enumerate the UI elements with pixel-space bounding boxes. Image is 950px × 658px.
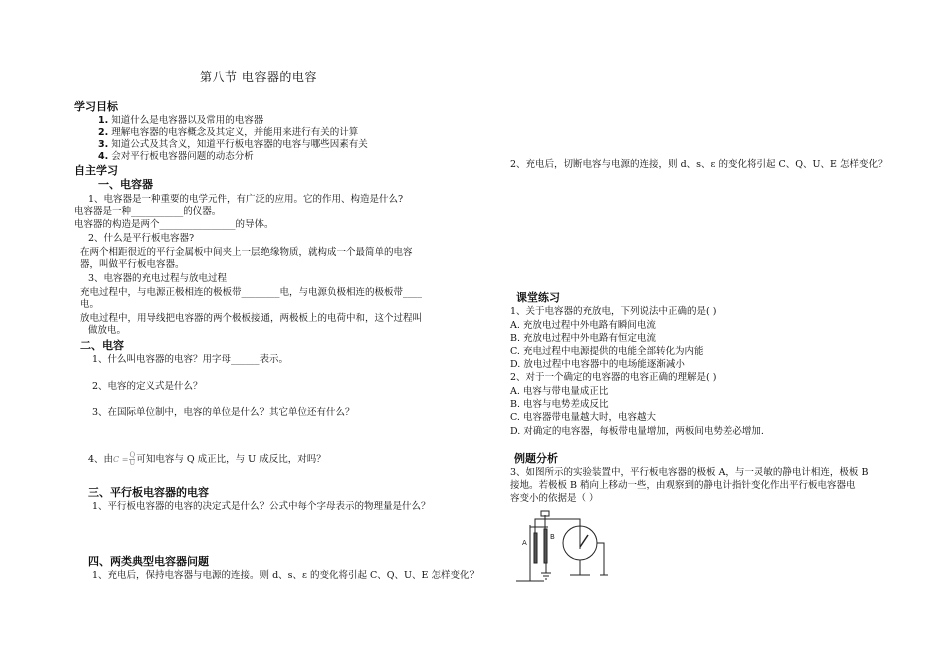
option-line: A. 充放电过程中外电路有瞬间电流: [510, 320, 656, 331]
connecting-wire: [535, 519, 580, 533]
text-line: 3、电容器的充电过程与放电过程: [88, 273, 228, 284]
objective-number: 4.: [98, 151, 109, 162]
objective-text: 知道公式及其含义，知道平行板电容器的电容与哪些因素有关: [111, 139, 368, 150]
option-line: C. 充电过程中电源提供的电能全部转化为内能: [510, 346, 704, 357]
objective-item: [98, 139, 368, 151]
option-line: B. 充放电过程中外电路有恒定电流: [510, 333, 657, 344]
section-heading-capacitor: 一、电容器: [98, 178, 153, 191]
practice-heading: 课堂练习: [516, 291, 560, 304]
section-heading-typical-problems: 四、两类典型电容器问题: [88, 555, 209, 568]
question-suffix: 可知电容与 Q 成正比，与 U 成反比，对吗？: [136, 454, 326, 465]
objective-text: 理解电容器的电容概念及其定义，并能用来进行有关的计算: [111, 127, 359, 138]
fraction-numerator: Q: [129, 451, 136, 459]
objective-number: 2.: [98, 127, 109, 138]
text-line: 在两个相距很近的平行金属板中间夹上一层绝缘物质，就构成一个最简单的电容: [80, 247, 413, 258]
text-line: 做放电。: [88, 325, 127, 336]
question-line: [88, 452, 326, 467]
objective-text: 知道什么是电容器以及常用的电容器: [111, 115, 264, 126]
option-line: D. 对确定的电容器，每板带电量增加，两板间电势差必增加.: [510, 426, 764, 437]
question-line: 1、平行板电容器的电容的决定式是什么？公式中每个字母表示的物理量是什么？: [92, 501, 431, 512]
option-line: B. 电容与电势差成反比: [510, 399, 609, 410]
fraction-denominator: U: [129, 459, 136, 467]
electrometer-ground-wire: [597, 543, 604, 575]
option-line: C. 电容器带电量越大时，电容越大: [510, 412, 656, 423]
section-heading-capacitance: 二、电容: [80, 339, 124, 352]
label-a: A: [522, 539, 527, 547]
fill-blank-line: 充电过程中，与电源正极相连的极板带________电，与电源负极相连的极板带____: [80, 287, 423, 298]
self-study-heading: 自主学习: [74, 164, 118, 177]
text-line: 电。: [80, 299, 100, 310]
formula-lhs: C =: [113, 455, 129, 464]
text-line: 3、如图所示的实验装置中，平行板电容器的极板 A，与一灵敏的静电计相连，极板 B: [510, 467, 869, 478]
objective-item: [98, 127, 358, 139]
capacitor-electrometer-figure: [508, 505, 612, 585]
text-line: 接地。若极板 B 稍向上移动一些，由观察到的静电计指针变化作出平行板电容器电: [510, 480, 856, 491]
objective-item: [98, 151, 254, 163]
question-prefix: 4、由: [88, 454, 114, 465]
text-line: 1、关于电容器的充放电，下列说法中正确的是( ): [510, 306, 717, 317]
label-b: B: [550, 533, 555, 541]
examples-heading: 例题分析: [514, 452, 558, 465]
text-line: 容变小的依据是（ ）: [510, 493, 599, 504]
text-line: 1、电容器是一种重要的电学元件，有广泛的应用。它的作用、构造是什么?: [88, 194, 404, 205]
option-line: A. 电容与带电量成正比: [510, 386, 609, 397]
objective-item: [98, 115, 263, 127]
text-line: 放电过程中，用导线把电容器的两个极板接通，两极板上的电荷中和，这个过程叫: [80, 313, 423, 324]
page-title: 第八节 电容器的电容: [200, 70, 317, 84]
section-heading-parallel-plate: 三、平行板电容器的电容: [88, 486, 209, 499]
objective-text: 会对平行板电容器问题的动态分析: [111, 151, 254, 162]
plate-b: [544, 529, 547, 563]
objective-number: 3.: [98, 139, 109, 150]
plate-a: [534, 533, 537, 563]
question-line: 1、什么叫电容器的电容？用字母______表示。: [92, 354, 289, 365]
electrometer-needle: [580, 535, 588, 547]
formula-fraction: [129, 452, 135, 467]
text-line: 器，叫做平行板电容器。: [80, 259, 185, 270]
objective-number: 1.: [98, 115, 109, 126]
question-line: 2、充电后，切断电容与电源的连接，则 d、s、ε 的变化将引起 C、Q、U、E 怎样变化？: [510, 159, 888, 170]
question-line: 1、充电后，保持电容器与电源的连接。则 d、s、ε 的变化将引起 C、Q、U、E 怎样变化？: [92, 570, 480, 581]
text-line: 2、对于一个确定的电容器的电容正确的理解是( ): [510, 372, 717, 383]
objectives-heading: 学习目标: [74, 100, 118, 113]
fill-blank-line: 电容器是一种___________的仪器。: [74, 206, 222, 217]
option-line: D. 放电过程中电容器中的电场能逐渐减小: [510, 359, 685, 370]
fill-blank-line: 电容器的构造是两个________________的导体。: [74, 219, 274, 230]
text-line: 2、什么是平行板电容器?: [88, 233, 195, 244]
question-line: 2、电容的定义式是什么？: [92, 381, 203, 392]
question-line: 3、在国际单位制中，电容的单位是什么？其它单位还有什么？: [92, 407, 355, 418]
